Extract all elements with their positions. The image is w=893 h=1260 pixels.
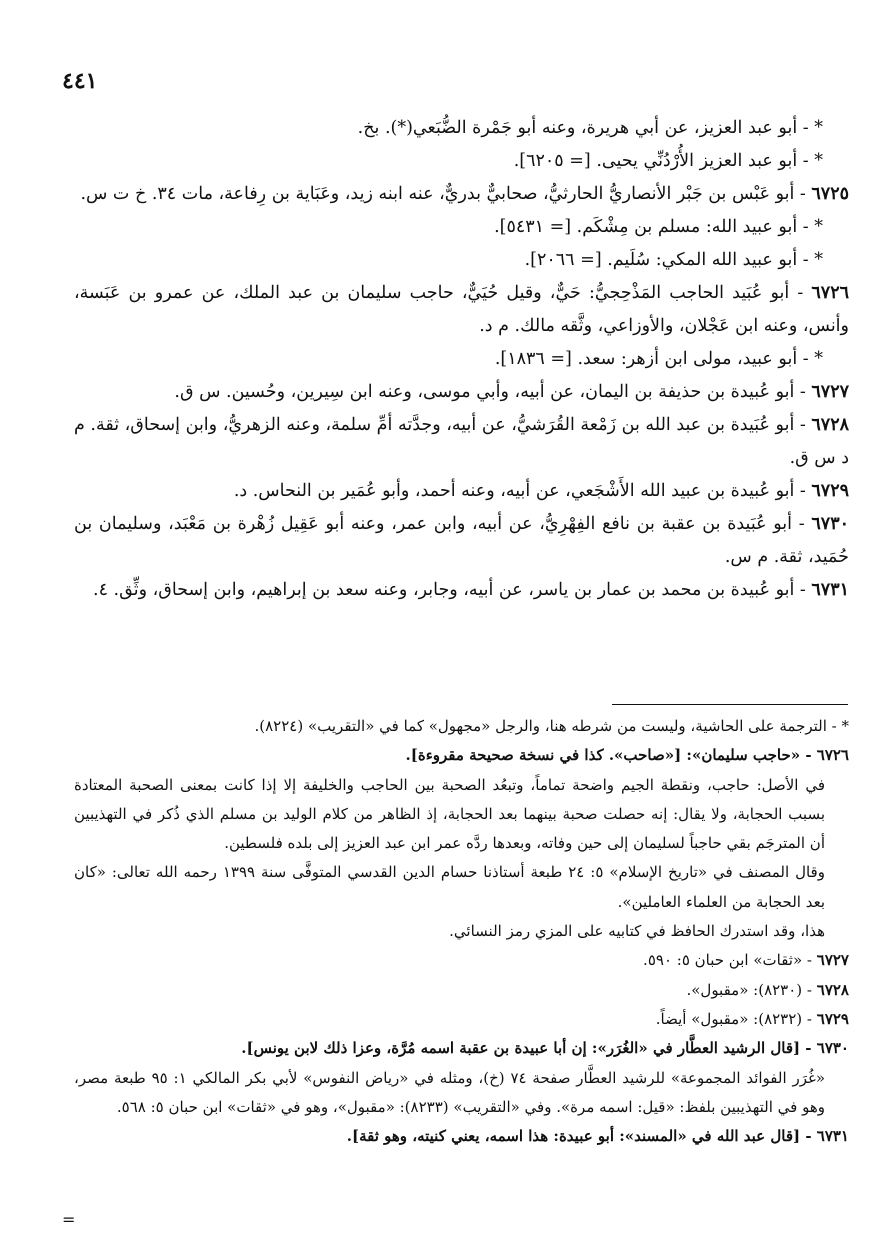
footnote-number: ٦٧٣٠ [816,1039,849,1058]
footnote-text: - «حاجب سليمان»: [«صاحب». كذا في نسخة صحيحة مقروءة]. [405,746,817,765]
footnote-text: - [قال الرشيد العطَّار في «الغُرَر»: إن أبا عبيدة بن عقبة اسمه مُرَّة، وعزا ذلك لابن يونس]. [241,1039,817,1058]
footnote-text: - (٨٢٣٠): «مقبول». [686,980,817,999]
entry-number: ٦٧٢٦ [811,283,849,303]
biography-entry [74,409,849,475]
biography-entry [74,475,849,508]
footnote-text: في الأصل: حاجب، ونقطة الجيم واضحة تماماً، وتبعُد الصحبة بين الحاجب والخليفة إلا إذا كانت بمعنى الصحبة المعتادة بسبب الحجابة، ولا يقال: إنه حصلت صحبة بينهما بعد الحجابة، إذ الظاهر من كلام الوليد بن مسلم الذي ذُكر في التهذيبين أن المترجَم بقي حاجباً لسليمان إلى حين وفاته، وبعدها ردَّه عمر ابن عبد العزيز إلى بلده فلسطين. [74,775,825,853]
cross-reference-line: * - أبو عبد العزيز، عن أبي هريرة، وعنه أبو جَمْرة الضُّبَعي(*). بخ. [357,118,823,138]
footnote-text: هذا، وقد استدرك الحافظ في كتابيه على المزي رمز النسائي. [449,922,825,941]
biography-entries [74,112,849,607]
footnote-number: ٦٧٢٦ [816,746,849,765]
footnotes [74,712,849,1151]
biography-entry [74,178,849,211]
footer-mark: = [62,1210,76,1229]
footnote [74,946,849,975]
footnote-number: ٦٧٢٩ [816,1009,849,1028]
entry-text: - أبو عُبَيدة بن عقبة بن نافع الفِهْرِيُّ، عن أبيه، وابن عمر، وعنه أبو عَقِيل زُهْرة بن مَعْبَد، وسليمان بن حُمَيد، ثقة. م س. [74,514,849,567]
entry-text: - أبو عُبَيد الحاجب المَذْحِجيُّ: حَيٌّ، وقيل حُيَيٌّ، حاجب سليمان بن عبد الملك، عن عمرو بن عَبَسة، وأنس، وعنه ابن عَجْلان، والأوزاعي، وثَّقه مالك. م د. [74,283,849,336]
footnote [74,1034,849,1063]
entry-text: - أبو عُبيدة بن عبيد الله الأَشْجَعي، عن أبيه، وعنه أحمد، وأبو عُمَير بن النحاس. د. [233,481,812,501]
footnote-text: - [قال عبد الله في «المسند»: أبو عبيدة: هذا اسمه، يعني كنيته، وهو ثقة]. [346,1127,817,1146]
footnote [74,771,849,859]
cross-reference-line: * - أبو عبد العزيز الأُرْدُنِّي يحيى. [= ٦٢٠٥]. [513,151,823,171]
entry-number: ٦٧٢٩ [811,481,849,501]
footnote-text: - (٨٢٣٢): «مقبول» أيضاً. [655,1009,817,1028]
entry-number: ٦٧٣٠ [811,514,849,534]
entry-number: ٦٧٢٥ [811,184,849,204]
footnote-number: ٦٧٣١ [816,1127,849,1146]
footnote [74,712,849,741]
entry-text: - أبو عَبْس بن جَبْر الأنصاريُّ الحارثيُّ، صحابيٌّ بدريٌّ، عنه ابنه زيد، وعَبَاية بن رِفاعة، مات ٣٤. خ ت س. [80,184,812,204]
footnote [74,1122,849,1151]
cross-reference-line: * - أبو عبيد، مولى ابن أزهر: سعد. [= ١٨٣٦]. [494,349,823,369]
footnote-text: وقال المصنف في «تاريخ الإسلام» ٥: ٢٤ طبعة أستاذنا حسام الدين القدسي المتوفَّى سنة ١٣٩٩ رحمه الله تعالى: «كان بعد الحجابة من العلماء العاملين». [74,863,825,911]
footnote [74,858,849,917]
page-number: ٤٤١ [62,68,98,94]
footnote-text: * - الترجمة على الحاشية، وليست من شرطه هنا، والرجل «مجهول» كما في «التقريب» (٨٢٢٤). [254,717,849,735]
biography-entry [74,376,849,409]
entry-number: ٦٧٢٧ [811,382,849,402]
entry-number: ٦٧٣١ [811,580,849,600]
entry-number: ٦٧٢٨ [811,415,849,435]
entry-text: - أبو عُبيدة بن حذيفة بن اليمان، عن أبيه، وأبي موسى، وعنه ابن سِيرين، وحُسين. س ق. [174,382,812,402]
footnote-text: - «ثقات» ابن حبان ٥: ٥٩٠. [643,951,817,970]
biography-entry [74,508,849,574]
entry-text: - أبو عُبيدة بن محمد بن عمار بن ياسر، عن أبيه، وجابر، وعنه سعد بن إبراهيم، وابن إسحاق، وثِّق. ٤. [93,580,812,600]
footnote-divider [612,704,848,705]
footnote-number: ٦٧٢٧ [816,951,849,970]
footnote [74,741,849,770]
footnote [74,976,849,1005]
entry-text: - أبو عُبَيدة بن عبد الله بن زَمْعة القُرَشيُّ، عن أبيه، وجدَّته أمِّ سلمة، وعنه الزهريُّ، وابن إسحاق، ثقة. م د س ق. [74,415,849,468]
biography-entry [74,574,849,607]
footnote [74,1064,849,1123]
footnote-text: «غُرَر الفوائد المجموعة» للرشيد العطَّار صفحة ٧٤ (خ)، ومثله في «رياض النفوس» لأبي بكر المالكي ١: ٩٥ طبعة مصر، وهو في التهذيبين بلفظ: «قيل: اسمه مرة». وفي «التقريب» (٨٢٣٣): «مقبول»، وهو في «ثقات» ابن حبان ٥: ٥٦٨. [74,1068,825,1116]
footnote-number: ٦٧٢٨ [816,980,849,999]
biography-entry [74,277,849,343]
footnote [74,1005,849,1034]
cross-reference-line: * - أبو عبيد الله: مسلم بن مِشْكَم. [= ٥٤٣١]. [494,217,823,237]
cross-reference-line: * - أبو عبيد الله المكي: سُلَيم. [= ٢٠٦٦]. [524,250,823,270]
footnote [74,917,849,946]
